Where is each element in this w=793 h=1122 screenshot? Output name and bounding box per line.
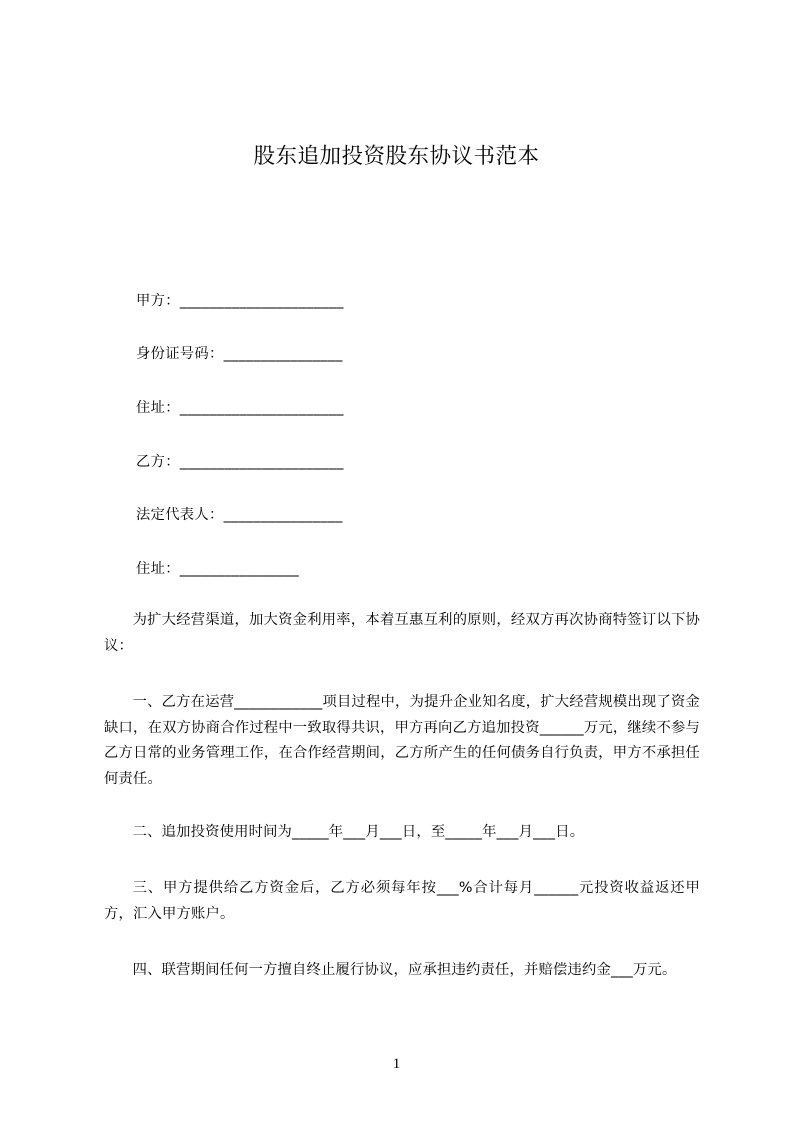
party-b-field: 乙方：______________________ <box>136 454 344 470</box>
address-b-field: 住址：________________ <box>136 561 299 577</box>
clause-3-paragraph: 三、甲方提供给乙方资金后，乙方必须每年按___%合计每月______元投资收益返还甲方，汇入甲方账户。 <box>104 880 700 922</box>
party-a-field: 甲方：______________________ <box>136 293 344 309</box>
legal-rep-field: 法定代表人：________________ <box>136 507 343 523</box>
clause-1-paragraph: 一、乙方在运营____________项目过程中，为提升企业知名度，扩大经营规模出现了资金缺口，在双方协商合作过程中一致取得共识，甲方再向乙方追加投资______万元，继续不参与乙方日常的业务管理工作，在合作经营期间，乙方所产生的任何债务自行负责，甲方不承担任何责任。 <box>104 694 700 787</box>
clause-2-paragraph: 二、追加投资使用时间为_____年___月___日，至_____年___月___日。 <box>132 824 585 840</box>
page-number: 1 <box>392 1056 401 1072</box>
address-a-field: 住址：______________________ <box>136 400 344 416</box>
clause-4-paragraph: 四、联营期间任何一方擅自终止履行协议，应承担违约责任，并赔偿违约金___万元。 <box>132 962 677 978</box>
document-title: 股东追加投资股东协议书范本 <box>253 144 540 169</box>
intro-paragraph: 为扩大经营渠道，加大资金利用率，本着互惠互利的原则，经双方再次协商特签订以下协议： <box>104 612 700 654</box>
id-number-field: 身份证号码：________________ <box>136 346 343 362</box>
